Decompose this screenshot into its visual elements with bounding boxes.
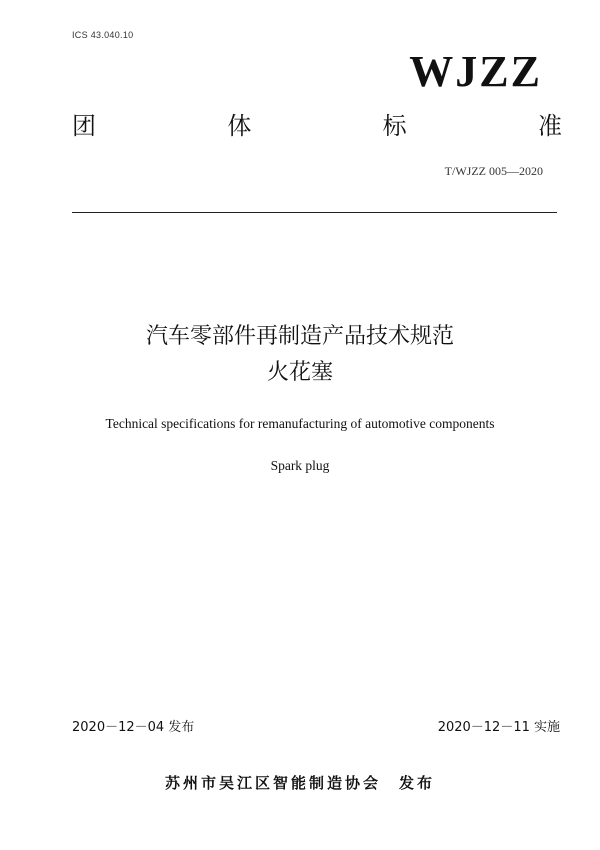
english-title: Technical specifications for remanufacturing of automotive components <box>105 416 495 431</box>
organization-logo: WJZZ <box>409 47 542 96</box>
doc-type-char: 标 <box>382 112 407 140</box>
chinese-title: 汽车零部件再制造产品技术规范 <box>145 324 454 349</box>
doc-type-char: 团 <box>72 112 96 140</box>
doc-type-char: 体 <box>227 112 252 140</box>
issue-date: 2020－12－04 发布 <box>72 720 195 735</box>
document-type-heading <box>72 114 562 138</box>
publisher-line <box>0 772 600 793</box>
implementation-date: 2020－12－11 实施 <box>437 720 560 735</box>
publish-action: 发布 <box>399 774 436 792</box>
ics-code: ICS 43.040.10 <box>72 30 134 40</box>
publisher-name: 苏州市吴江区智能制造协会 <box>164 774 381 792</box>
chinese-subtitle: 火花塞 <box>266 360 333 385</box>
standard-number: T/WJZZ 005—2020 <box>444 164 543 178</box>
header-divider <box>72 212 557 213</box>
doc-type-char: 准 <box>537 112 562 140</box>
english-subtitle: Spark plug <box>270 458 330 473</box>
